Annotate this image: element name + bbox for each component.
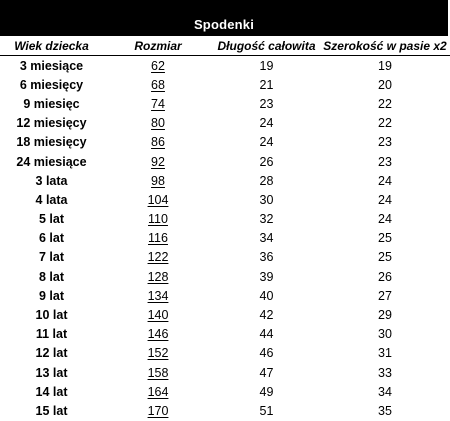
table-row (0, 382, 450, 401)
length-cell: 19 (259, 58, 274, 73)
size-table (0, 36, 450, 421)
length-cell: 23 (259, 96, 274, 111)
header-age: Wiek dziecka (0, 36, 103, 56)
table-row (0, 401, 450, 420)
age-cell: 11 lat (35, 327, 68, 342)
table-row (0, 114, 450, 133)
table-row (0, 363, 450, 382)
length-cell: 40 (259, 288, 274, 303)
waist-cell: 29 (378, 308, 392, 323)
size-value: 98 (151, 173, 165, 188)
age-cell: 6 miesięcy (19, 77, 84, 92)
age-cell: 4 lata (35, 192, 68, 207)
waist-cell: 23 (378, 154, 392, 169)
waist-cell: 34 (378, 384, 392, 399)
waist-cell: 24 (378, 192, 392, 207)
header-size: Rozmiar (103, 36, 213, 56)
waist-cell: 33 (378, 365, 392, 380)
table-row (0, 133, 450, 152)
length-cell: 24 (259, 135, 274, 150)
table-row (0, 248, 450, 267)
length-cell: 47 (259, 365, 274, 380)
waist-cell: 31 (378, 346, 392, 361)
length-cell: 24 (259, 116, 274, 131)
header-length: Długość całowita (213, 36, 320, 56)
table-row (0, 286, 450, 305)
age-cell: 18 miesięcy (16, 135, 87, 150)
length-cell: 46 (259, 346, 274, 361)
table-row (0, 210, 450, 229)
waist-cell: 22 (378, 96, 392, 111)
size-value: 158 (147, 365, 169, 380)
table-title: Spodenki (0, 0, 448, 36)
table-row (0, 305, 450, 324)
size-cell (103, 267, 213, 286)
size-value: 92 (151, 154, 165, 169)
table-row (0, 171, 450, 190)
size-cell (103, 171, 213, 190)
size-cell (103, 325, 213, 344)
table-row (0, 94, 450, 113)
age-cell: 15 lat (35, 403, 68, 418)
waist-cell: 24 (378, 173, 392, 188)
size-cell (103, 401, 213, 420)
waist-cell: 25 (378, 231, 392, 246)
age-cell: 5 lat (38, 212, 64, 227)
size-value: 74 (151, 96, 165, 111)
age-cell: 9 miesięc (23, 96, 80, 111)
age-cell: 10 lat (35, 308, 68, 323)
waist-cell: 19 (378, 58, 392, 73)
age-cell: 12 lat (35, 346, 68, 361)
size-value: 128 (147, 269, 169, 284)
waist-cell: 23 (378, 135, 392, 150)
table-row (0, 190, 450, 209)
size-value: 110 (148, 212, 168, 227)
table-row (0, 325, 450, 344)
size-cell (103, 248, 213, 267)
size-value: 152 (147, 346, 169, 361)
length-cell: 39 (259, 269, 274, 284)
size-value: 62 (151, 58, 165, 73)
waist-cell: 25 (378, 250, 392, 265)
age-cell: 24 miesiące (16, 154, 87, 169)
length-cell: 49 (259, 384, 274, 399)
age-cell: 13 lat (35, 365, 68, 380)
waist-cell: 26 (378, 269, 392, 284)
table-row (0, 152, 450, 171)
length-cell: 51 (259, 403, 274, 418)
header-row (0, 36, 450, 56)
size-value: 146 (147, 327, 169, 342)
waist-cell: 30 (378, 327, 392, 342)
length-cell: 32 (259, 212, 274, 227)
table-body (0, 56, 450, 421)
size-cell (103, 94, 213, 113)
waist-cell: 27 (378, 288, 392, 303)
waist-cell: 22 (378, 116, 392, 131)
size-value: 122 (147, 250, 169, 265)
size-cell (103, 210, 213, 229)
length-cell: 28 (259, 173, 274, 188)
size-value: 140 (147, 308, 169, 323)
length-cell: 30 (259, 192, 274, 207)
size-cell (103, 286, 213, 305)
waist-cell: 35 (378, 403, 392, 418)
size-cell (103, 305, 213, 324)
age-cell: 3 miesiące (19, 58, 84, 73)
age-cell: 9 lat (38, 288, 64, 303)
age-cell: 8 lat (38, 269, 64, 284)
length-cell: 21 (259, 77, 274, 92)
table-row (0, 344, 450, 363)
length-cell: 44 (259, 327, 274, 342)
size-value: 80 (151, 116, 165, 131)
size-cell (103, 56, 213, 76)
size-cell (103, 229, 213, 248)
age-cell: 14 lat (35, 384, 68, 399)
table-row (0, 229, 450, 248)
length-cell: 26 (259, 154, 274, 169)
age-cell: 6 lat (38, 231, 64, 246)
length-cell: 42 (259, 308, 274, 323)
size-cell (103, 190, 213, 209)
size-cell (103, 382, 213, 401)
size-value: 68 (151, 77, 165, 92)
size-value: 164 (147, 384, 169, 399)
size-cell (103, 344, 213, 363)
age-cell: 12 miesięcy (16, 116, 87, 131)
table-row (0, 267, 450, 286)
size-cell (103, 133, 213, 152)
size-value: 116 (148, 231, 168, 246)
table-row (0, 75, 450, 94)
length-cell: 34 (259, 231, 274, 246)
waist-cell: 24 (378, 212, 392, 227)
header-waist: Szerokość w pasie x2 (320, 36, 450, 56)
size-cell (103, 75, 213, 94)
table-row (0, 56, 450, 76)
size-value: 170 (147, 403, 169, 418)
size-cell (103, 152, 213, 171)
size-value: 134 (147, 288, 169, 303)
size-cell (103, 363, 213, 382)
size-value: 86 (151, 135, 165, 150)
length-cell: 36 (259, 250, 274, 265)
size-cell (103, 114, 213, 133)
size-value: 104 (147, 192, 169, 207)
age-cell: 7 lat (38, 250, 64, 265)
waist-cell: 20 (378, 77, 392, 92)
age-cell: 3 lata (35, 173, 68, 188)
